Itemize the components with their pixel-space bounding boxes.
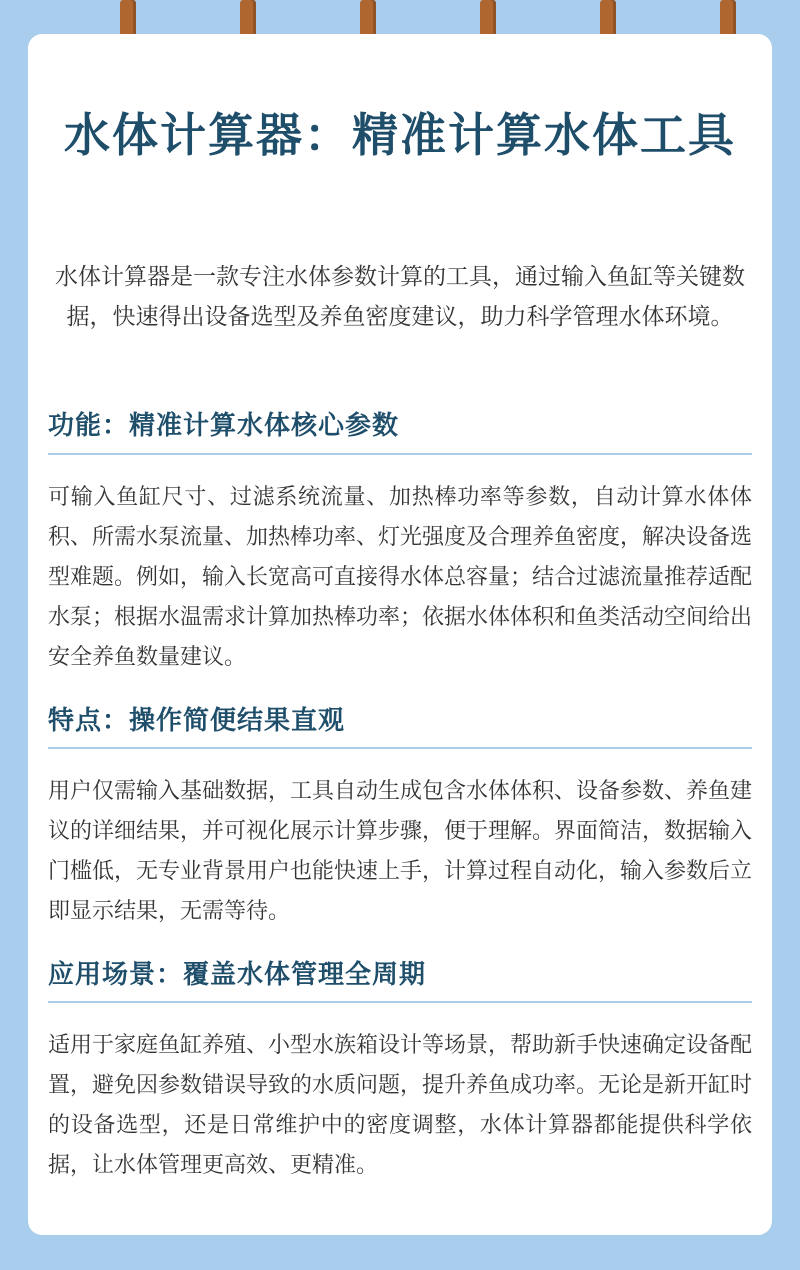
section-heading-traits: 特点：操作简便结果直观 bbox=[48, 706, 346, 736]
section-body-features: 可输入鱼缸尺寸、过滤系统流量、加热棒功率等参数，自动计算水体体积、所需水泵流量、加热棒功率、灯光强度及合理养鱼密度，解决设备选型难题。例如，输入长宽高可直接得水体总容量；结合过滤流量推荐适配水泵；根据水温需求计算加热棒功率；依据水体体积和鱼类活动空间给出安全养鱼数量建议。 bbox=[48, 485, 753, 670]
section-divider bbox=[48, 747, 752, 749]
intro-paragraph: 水体计算器是一款专注水体参数计算的工具，通过输入鱼缸等关键数据，快速得出设备选型及养鱼密度建议，助力科学管理水体环境。 bbox=[55, 264, 745, 330]
section-body-traits: 用户仅需输入基础数据，工具自动生成包含水体体积、设备参数、养鱼建议的详细结果，并可视化展示计算步骤，便于理解。界面简洁，数据输入门槛低，无专业背景用户也能快速上手，计算过程自动化，输入参数后立即显示结果，无需等待。 bbox=[48, 779, 753, 924]
section-divider bbox=[48, 1001, 752, 1003]
section-divider bbox=[48, 453, 752, 455]
section-body-scenarios: 适用于家庭鱼缸养殖、小型水族箱设计等场景，帮助新手快速确定设备配置，避免因参数错误导致的水质问题，提升养鱼成功率。无论是新开缸时的设备选型，还是日常维护中的密度调整，水体计算器都能提供科学依据，让水体管理更高效、更精准。 bbox=[48, 1033, 753, 1178]
page-title: 水体计算器：精准计算水体工具 bbox=[64, 108, 736, 162]
section-heading-scenarios: 应用场景：覆盖水体管理全周期 bbox=[48, 960, 427, 990]
section-heading-features: 功能：精准计算水体核心参数 bbox=[48, 411, 400, 441]
